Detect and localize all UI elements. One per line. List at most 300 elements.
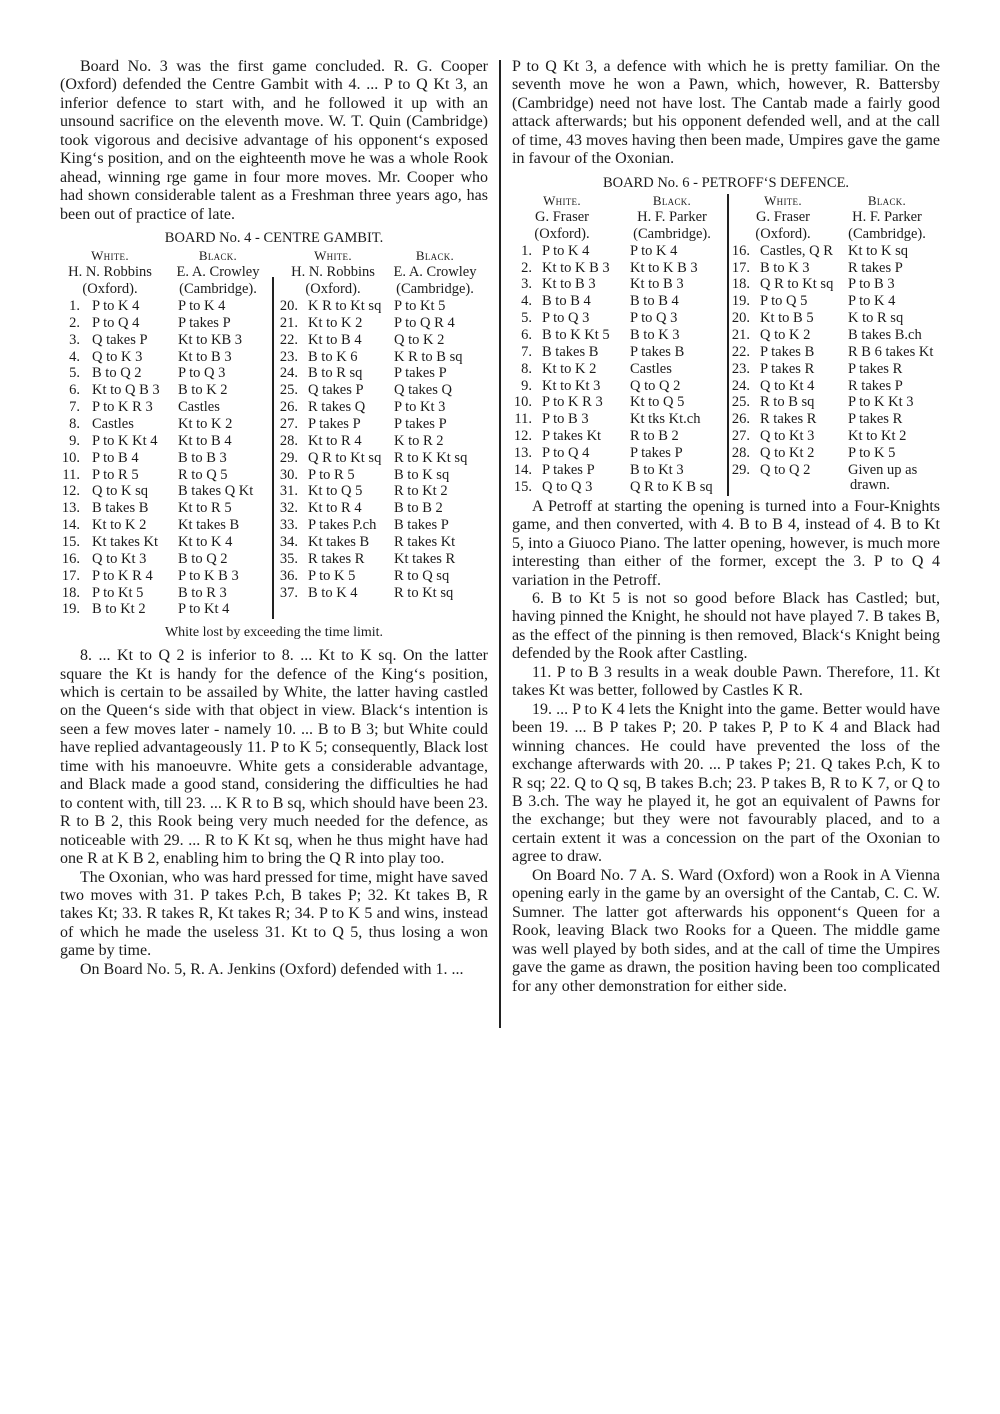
move-number: 36. [279, 567, 298, 584]
white-move: Kt to R 4 [308, 500, 362, 517]
move-number: 8. [69, 416, 80, 433]
move-number: 33. [279, 517, 298, 534]
move-row [730, 428, 940, 445]
move-number: 27. [731, 428, 750, 445]
move-row [512, 479, 722, 496]
black-move: B to Kt 3 [630, 461, 684, 478]
move-row [512, 445, 722, 462]
black-move: B to Q 2 [178, 550, 228, 567]
move-number: 5. [69, 365, 80, 382]
move-row [730, 462, 940, 479]
move-number: 32. [279, 500, 298, 517]
white-move: P to Q 4 [542, 444, 590, 461]
paragraph-board5: On Board No. 5, R. A. Jenkins (Oxford) defended with 1. ... [80, 960, 464, 978]
column-divider [499, 60, 501, 1028]
move-row [512, 462, 722, 479]
white-move: Q to Kt 4 [760, 377, 815, 394]
move-row [60, 500, 270, 517]
white-move: P to K 4 [92, 298, 140, 315]
move-number: 20. [731, 310, 750, 327]
white-move: R takes R [308, 550, 365, 567]
white-move: Q to Kt 3 [760, 428, 815, 445]
game6-score-table [512, 192, 940, 498]
white-move: Q to Q 2 [760, 461, 811, 478]
move-row [730, 243, 940, 260]
game-white-player: G. Fraser [535, 208, 589, 225]
move-row [730, 276, 940, 293]
move-number: 2. [69, 314, 80, 331]
move-row [60, 298, 270, 315]
move-number: 17. [61, 567, 80, 584]
move-row [60, 467, 270, 484]
move-number: 18. [61, 584, 80, 601]
move-number: 7. [69, 399, 80, 416]
game-header-black: Black. [867, 192, 907, 208]
move-row [278, 517, 488, 534]
black-move: P takes R [848, 360, 903, 377]
white-move: P to R 5 [92, 466, 139, 483]
move-row [278, 483, 488, 500]
move-row [60, 433, 270, 450]
move-number: 9. [69, 432, 80, 449]
move-row [60, 551, 270, 568]
black-move: P to K 4 [630, 242, 678, 259]
black-move: R to Q 5 [178, 466, 228, 483]
game-black-club: (Cambridge). [633, 225, 711, 242]
move-row [60, 517, 270, 534]
move-row [512, 394, 722, 411]
move-row [278, 365, 488, 382]
move-number: 13. [61, 500, 80, 517]
move-row [730, 445, 940, 462]
black-move: R to Q sq [394, 567, 450, 584]
move-number: 11. [514, 411, 532, 428]
move-number: 3. [69, 331, 80, 348]
move-row [278, 467, 488, 484]
white-move: Q to K 2 [760, 326, 811, 343]
white-move: P to Q 3 [542, 310, 590, 327]
white-move: Q R to Kt sq [760, 276, 834, 293]
game-black-club: (Cambridge). [848, 225, 926, 242]
white-move: P to K R 3 [92, 399, 153, 416]
black-move: P takes P [394, 365, 447, 382]
move-row [278, 568, 488, 585]
white-move: Q takes P [308, 382, 364, 399]
move-number: 19. [61, 601, 80, 618]
move-row [278, 585, 488, 602]
move-number: 28. [279, 432, 298, 449]
black-move: P to Kt 4 [178, 601, 230, 618]
black-move: B to K sq [394, 466, 450, 483]
white-move: P takes Kt [542, 428, 602, 445]
move-row [730, 361, 940, 378]
move-number: 34. [279, 533, 298, 550]
move-number: 31. [279, 483, 298, 500]
black-move: Kt to Q 5 [630, 394, 685, 411]
white-move: B to B 4 [542, 293, 591, 310]
move-number: 37. [279, 584, 298, 601]
left-column [60, 58, 488, 979]
game4-title: BOARD No. 4 - CENTRE GAMBIT. [164, 230, 384, 247]
move-number: 26. [279, 399, 298, 416]
move-number: 19. [731, 293, 750, 310]
black-move: Kt to R 5 [178, 500, 232, 517]
white-move: K R to Kt sq [308, 298, 382, 315]
game-white-club: (Oxford). [305, 281, 361, 298]
black-move: Kt tks Kt.ch [630, 411, 701, 428]
move-number: 2. [521, 259, 532, 276]
move-row [512, 260, 722, 277]
white-move: B takes B [92, 500, 149, 517]
move-number: 6. [69, 382, 80, 399]
black-move: R to Kt 2 [394, 483, 448, 500]
move-row [278, 450, 488, 467]
white-move: P takes B [760, 343, 815, 360]
black-move: R takes Kt [394, 533, 456, 550]
game4-score-table [60, 247, 488, 621]
black-move: Kt to B 3 [178, 348, 232, 365]
white-move: B to K 6 [308, 348, 358, 365]
black-move: Kt to K sq [848, 242, 909, 259]
white-move: P takes R [760, 360, 815, 377]
move-row [512, 327, 722, 344]
paragraph-petroff-notes-3: 11. P to B 3 results in a weak double Pawn. Therefore, 11. Kt takes Kt was better, followed by Castles K R. [512, 663, 940, 700]
move-number: 25. [279, 382, 298, 399]
move-row [512, 344, 722, 361]
white-move: Q to Q 3 [542, 478, 593, 495]
black-move: P to Q 3 [178, 365, 226, 382]
paragraph-game4-notes-2: The Oxonian, who was hard pressed for time, might have saved two moves with 31. P takes P.ch, B takes P; 32. Kt takes B, R takes Kt; 33. R takes R, Kt takes R; 34. P to K 5 and wins, instead of which he made the useless 31. Kt to Q 5, thus losing a won game by time. [60, 868, 488, 960]
black-move: Q to Q 2 [630, 377, 681, 394]
black-move: P takes B [630, 343, 685, 360]
black-move: Q takes Q [394, 382, 452, 399]
white-move: P to K 4 [542, 242, 590, 259]
game-header-black: Black. [652, 192, 692, 208]
game-header-black: Black. [198, 248, 238, 264]
move-row [512, 411, 722, 428]
move-number: 14. [513, 461, 532, 478]
black-move: R to K Kt sq [394, 449, 468, 466]
move-number: 35. [279, 550, 298, 567]
game-header-white: White. [543, 192, 581, 208]
move-row [60, 315, 270, 332]
move-number: 29. [731, 461, 750, 478]
black-move: P takes P [178, 314, 231, 331]
game-black-player: E. A. Crowley [176, 264, 260, 281]
game-header-white: White. [764, 192, 802, 208]
black-move: K to R sq [848, 310, 904, 327]
move-number: 24. [279, 365, 298, 382]
white-move: R takes Q [308, 399, 366, 416]
move-number: 30. [279, 466, 298, 483]
black-move: P takes P [630, 444, 683, 461]
paragraph-game4-notes-1: 8. ... Kt to Q 2 is inferior to 8. ... Kt to K sq. On the latter square the Kt is handy for the defence of the King‘s position, which is certain to be assailed by White, the latter having castled on the Queen‘s side with that object in view. Black‘s intention is seen a few moves later - namely 10. ... B to B 3; but White could have replied advantageously 11. P to K 5; consequently, Black lost time with his manoeuvre. White gets a considerable advantage, and Black made a good stand, considering the difficulties he had to content with, till 23. ... K R to B sq, which should have been 23. R to B 2, this Rook being very much needed for the defence, as noticeable with 29. ... R to K Kt sq, when he thus might have had one R at K B 2, enabling him to bring the Q R into play too. [60, 647, 488, 868]
move-row [730, 411, 940, 428]
white-move: P to K R 4 [92, 567, 153, 584]
white-move: Kt to Kt 3 [542, 377, 601, 394]
paragraph-petroff-notes-1: A Petroff at starting the opening is turned into a Four-Knights game, and then converted, with 4. B to B 4, instead of 4. B to Kt 5, into a Giuoco Piano. The latter opening, however, is much more interesting than either of the former, except the 3. P to Q 4 variation in the Petroff. [512, 497, 940, 589]
move-number: 22. [731, 343, 750, 360]
black-move: Kt to KB 3 [178, 331, 243, 348]
move-number: 23. [279, 348, 298, 365]
game-header-white: White. [91, 248, 129, 264]
move-number: 11. [62, 466, 80, 483]
game-white-player: H. N. Robbins [68, 264, 152, 281]
move-number: 16. [731, 242, 750, 259]
white-move: Kt takes B [308, 533, 370, 550]
move-row [278, 416, 488, 433]
black-move: K R to B sq [394, 348, 463, 365]
white-move: P to Kt 5 [92, 584, 144, 601]
move-row [512, 293, 722, 310]
move-number: 18. [731, 276, 750, 293]
white-move: B to K 4 [308, 584, 358, 601]
move-number: 17. [731, 259, 750, 276]
move-row [278, 332, 488, 349]
white-move: Kt to R 4 [308, 432, 362, 449]
move-row [60, 332, 270, 349]
white-move: P takes P [542, 461, 595, 478]
black-move: P to Q 3 [630, 310, 678, 327]
move-number: 22. [279, 331, 298, 348]
white-move: B to K Kt 5 [542, 326, 610, 343]
move-number: 21. [731, 326, 750, 343]
black-move: R to B 2 [630, 428, 679, 445]
move-row [278, 534, 488, 551]
white-move: Kt takes Kt [92, 533, 159, 550]
white-move: Kt to B 5 [760, 310, 814, 327]
white-move: Q takes P [92, 331, 148, 348]
black-move: K to R 2 [394, 432, 444, 449]
game-white-club: (Oxford). [82, 281, 138, 298]
white-move: Kt to Q 5 [308, 483, 363, 500]
game6-result-tail: drawn. [850, 476, 890, 493]
black-move: B to B 4 [630, 293, 679, 310]
game-white-club: (Oxford). [755, 225, 811, 242]
paragraph-board7: On Board No. 7 A. S. Ward (Oxford) won a Rook in A Vienna opening early in the game by an oversight of the Cantab, C. C. W. Sumner. The latter got afterwards his opponent‘s Queen for a Rook, leaving Black two Rooks for a Queen. The middle game was well played by both sides, and at the call of time the Umpires gave the game as drawn, the position having been too complicated for any other demonstration for either side. [512, 866, 940, 995]
black-move: B to B 3 [178, 449, 227, 466]
move-row [278, 399, 488, 416]
move-row [278, 551, 488, 568]
black-move: Q to K 2 [394, 331, 445, 348]
paragraph-petroff-notes-2: 6. B to Kt 5 is not so good before Black has Castled; but, having pinned the Knight, he should not have played 7. B takes B, as the effect of the pinning is then removed, Black‘s Knight being defended by the Rook after Castling. [512, 589, 940, 663]
move-row [278, 349, 488, 366]
black-move: Kt to B 3 [630, 276, 684, 293]
white-move: Kt to K B 3 [542, 259, 610, 276]
move-number: 3. [521, 276, 532, 293]
black-move: Castles [630, 360, 672, 377]
white-move: P to R 5 [308, 466, 355, 483]
game-black-club: (Cambridge). [179, 281, 257, 298]
move-row [512, 361, 722, 378]
move-row [60, 349, 270, 366]
white-move: Castles [92, 416, 134, 433]
white-move: P takes P.ch [308, 517, 377, 534]
game-black-player: H. F. Parker [637, 208, 707, 225]
move-number: 20. [279, 298, 298, 315]
white-move: Q to K sq [92, 483, 148, 500]
move-number: 1. [69, 298, 80, 315]
white-move: Castles, Q R [760, 242, 833, 259]
move-number: 26. [731, 411, 750, 428]
move-row [730, 260, 940, 277]
white-move: Kt to K 2 [92, 517, 147, 534]
move-row [60, 399, 270, 416]
move-number: 28. [731, 444, 750, 461]
move-number: 1. [521, 242, 532, 259]
black-move: P to K Kt 3 [848, 394, 914, 411]
move-row [60, 534, 270, 551]
move-number: 15. [513, 478, 532, 495]
black-move: B to K 2 [178, 382, 228, 399]
move-number: 24. [731, 377, 750, 394]
white-move: Q to Kt 3 [92, 550, 147, 567]
move-number: 9. [521, 377, 532, 394]
black-move: R takes P [848, 259, 903, 276]
move-number: 12. [513, 428, 532, 445]
white-move: Q R to Kt sq [308, 449, 382, 466]
move-row [60, 450, 270, 467]
black-move: P to Kt 3 [394, 399, 446, 416]
black-move: B takes P [394, 517, 449, 534]
black-move: P to K 5 [848, 444, 896, 461]
game4-result-note: White lost by exceeding the time limit. [164, 625, 384, 641]
black-move: P to K 4 [848, 293, 896, 310]
black-move: Kt to Kt 2 [848, 428, 907, 445]
move-number: 23. [731, 360, 750, 377]
black-move: P to B 3 [848, 276, 895, 293]
black-move: B takes B.ch [848, 326, 922, 343]
black-move: Kt takes R [394, 550, 456, 567]
black-move: Q R to K B sq [630, 478, 713, 495]
white-move: Q to K 3 [92, 348, 143, 365]
move-row [60, 382, 270, 399]
game-black-club: (Cambridge). [396, 281, 474, 298]
move-number: 4. [69, 348, 80, 365]
move-row [512, 378, 722, 395]
move-row [730, 394, 940, 411]
move-number: 27. [279, 416, 298, 433]
black-move: R B 6 takes Kt [848, 343, 934, 360]
move-row [60, 483, 270, 500]
move-row [278, 382, 488, 399]
game6-divider [727, 194, 729, 496]
black-move: Kt to K B 3 [630, 259, 698, 276]
black-move: P to K B 3 [178, 567, 239, 584]
game-header-black: Black. [415, 248, 455, 264]
move-number: 16. [61, 550, 80, 567]
black-move: Castles [178, 399, 220, 416]
black-move: Kt to K 2 [178, 416, 233, 433]
white-move: Q to Kt 2 [760, 444, 815, 461]
move-row [730, 310, 940, 327]
game4-divider [272, 277, 274, 619]
game-white-player: H. N. Robbins [291, 264, 375, 281]
move-number: 14. [61, 517, 80, 534]
move-number: 4. [521, 293, 532, 310]
move-row [730, 344, 940, 361]
move-row [278, 500, 488, 517]
black-move: P takes R [848, 411, 903, 428]
white-move: Kt to B 4 [308, 331, 362, 348]
black-move: Kt to K 4 [178, 533, 233, 550]
white-move: P to B 4 [92, 449, 139, 466]
move-number: 15. [61, 533, 80, 550]
white-move: B to K 3 [760, 259, 810, 276]
move-row [278, 433, 488, 450]
black-move: R takes P [848, 377, 903, 394]
move-row [278, 315, 488, 332]
white-move: Kt to B 3 [542, 276, 596, 293]
black-move: P to Q R 4 [394, 314, 455, 331]
white-move: B to Q 2 [92, 365, 142, 382]
paragraph-board5-cont: P to Q Kt 3, a defence with which he is pretty familiar. On the seventh move he won a Pawn, which, however, R. Battersby (Cambridge) need not have lost. The Cantab made a fairly good attack afterwards; but his opponent defended well, and at the call of time, 43 moves having then been made, Umpires gave the game in favour of the Oxonian. [512, 58, 940, 168]
game6-title: BOARD No. 6 - PETROFF‘S DEFENCE. [602, 174, 850, 191]
black-move: Kt takes B [178, 517, 240, 534]
black-move: R to Kt sq [394, 584, 454, 601]
move-row [512, 243, 722, 260]
white-move: B takes B [542, 343, 599, 360]
right-column [512, 58, 940, 996]
black-move: B to K 3 [630, 326, 680, 343]
move-row [60, 365, 270, 382]
game-black-player: E. A. Crowley [393, 264, 477, 281]
move-row [278, 298, 488, 315]
move-number: 12. [61, 483, 80, 500]
move-row [730, 293, 940, 310]
black-move: B to R 3 [178, 584, 227, 601]
move-row [730, 327, 940, 344]
black-move: P takes P [394, 416, 447, 433]
move-row [60, 416, 270, 433]
white-move: P to B 3 [542, 411, 589, 428]
white-move: B to R sq [308, 365, 363, 382]
white-move: B to Kt 2 [92, 601, 146, 618]
white-move: Kt to K 2 [308, 314, 363, 331]
move-number: 10. [61, 449, 80, 466]
white-move: Kt to K 2 [542, 360, 597, 377]
move-row [60, 601, 270, 618]
move-number: 10. [513, 394, 532, 411]
black-move: Kt to B 4 [178, 432, 232, 449]
black-move: B to B 2 [394, 500, 443, 517]
game-white-player: G. Fraser [756, 208, 810, 225]
white-move: P to Q 4 [92, 314, 140, 331]
move-number: 8. [521, 360, 532, 377]
white-move: P to Q 5 [760, 293, 808, 310]
white-move: R takes R [760, 411, 817, 428]
white-move: Kt to Q B 3 [92, 382, 160, 399]
move-number: 5. [521, 310, 532, 327]
black-move: P to Kt 5 [394, 298, 446, 315]
move-number: 6. [521, 326, 532, 343]
black-move: B takes Q Kt [178, 483, 254, 500]
paragraph-board3: Board No. 3 was the first game concluded. R. G. Cooper (Oxford) defended the Centre Gambit with 4. ... P to Q Kt 3, an inferior defence to start with, and he followed it up with an unsound sacrifice on the eleventh move. W. T. Quin (Cambridge) took vigorous and decisive advantage of his opponent‘s exposed King‘s position, and on the eighteenth move he was a whole Rook ahead, winning rge game in four more moves. Mr. Cooper who had shown considerable talent as a Freshman three years ago, has been out of practice of late. [60, 58, 488, 223]
game-black-player: H. F. Parker [852, 208, 922, 225]
paragraph-petroff-notes-4: 19. ... P to K 4 lets the Knight into the game. Better would have been 19. ... B P takes P; 20. P takes P, P to K 4 and Black had winning chances. He could have prevented the loss of the exchange afterwards with 20. ... P takes P; 21. Q takes P.ch, K to R sq; 22. Q to Q sq, B takes B.ch; 23. P takes B, R to K 7, or Q to B 3.ch. The way he played it, he got an equivalent of Pawns for the exchange; but they were not favourably placed, and to a certain extent it was a concession on the part of the Oxonian to agree to draw. [512, 700, 940, 866]
game-header-white: White. [314, 248, 352, 264]
move-number: 7. [521, 343, 532, 360]
move-row [60, 568, 270, 585]
move-row [512, 428, 722, 445]
white-move: P to K 5 [308, 567, 356, 584]
white-move: P to K Kt 4 [92, 432, 158, 449]
move-row [512, 276, 722, 293]
move-number: 25. [731, 394, 750, 411]
game-white-club: (Oxford). [534, 225, 590, 242]
black-move: Given up as [848, 461, 918, 478]
white-move: R to B sq [760, 394, 815, 411]
